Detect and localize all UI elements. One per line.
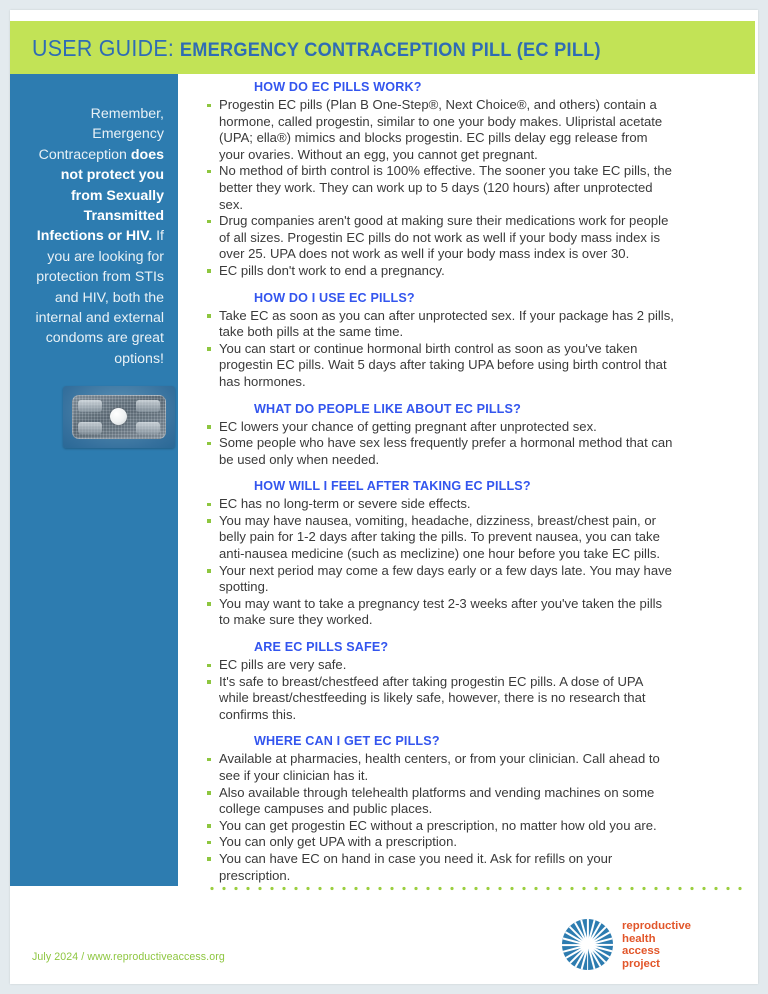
blister-pack-graphic — [72, 395, 166, 439]
bullet-item: You can get progestin EC without a prescription, no matter how old you are. — [206, 818, 676, 835]
bullet-item: EC pills don't work to end a pregnancy. — [206, 263, 676, 280]
bullet-item: Some people who have sex less frequently prefer a hormonal method that can be used only when needed. — [206, 435, 676, 468]
blister-corner — [78, 400, 102, 412]
bullet-item: You may want to take a pregnancy test 2-3 weeks after you've taken the pills to make sure they worked. — [206, 596, 676, 629]
bullet-item: EC has no long-term or severe side effects. — [206, 496, 676, 513]
bullet-item: Available at pharmacies, health centers, or from your clinician. Call ahead to see if your clinician has it. — [206, 751, 676, 784]
bullet-item: It's safe to breast/chestfeed after taking progestin EC pills. A dose of UPA while breast/chestfeeding is likely safe, however, there is no research that confirms this. — [206, 674, 676, 724]
content-section — [206, 291, 676, 391]
bullet-item: Take EC as soon as you can after unprotected sex. If your package has 2 pills, take both pills at the same time. — [206, 308, 676, 341]
section-heading: HOW DO I USE EC PILLS? — [254, 290, 415, 305]
organization-logo-text — [622, 920, 691, 970]
bullet-item: EC lowers your chance of getting pregnant after unprotected sex. — [206, 419, 676, 436]
section-heading: WHERE CAN I GET EC PILLS? — [254, 734, 440, 749]
bullet-list — [206, 419, 676, 469]
content-section — [206, 640, 676, 723]
header-band — [10, 21, 755, 74]
pill-tablet — [110, 408, 127, 425]
page-title — [32, 35, 601, 62]
section-heading: WHAT DO PEOPLE LIKE ABOUT EC PILLS? — [254, 401, 521, 416]
bullet-item: Your next period may come a few days early or a few days late. You may have spotting. — [206, 563, 676, 596]
bullet-item: You may have nausea, vomiting, headache, dizziness, breast/chest pain, or belly pain for 1-2 days after taking the pills. To prevent nausea, you can take anti-nausea medicine (such as meclizine) one hour before you take EC pills. — [206, 513, 676, 563]
section-heading: ARE EC PILLS SAFE? — [254, 640, 389, 655]
bullet-item: Drug companies aren't good at making sure their medications work for people of all sizes. Progestin EC pills do not work as well if your body mass index is over 25. UPA does not work as well if your body mass index is over 30. — [206, 213, 676, 263]
bullet-item: Also available through telehealth platforms and vending machines on some college campuses and public places. — [206, 785, 676, 818]
sidebar-callout — [32, 104, 164, 369]
bullet-item: You can have EC on hand in case you need it. Ask for refills on your prescription. — [206, 851, 676, 884]
sunburst-icon — [562, 919, 613, 970]
blister-corner — [136, 400, 160, 412]
content-section — [206, 734, 676, 884]
logo-line-4: project — [622, 957, 660, 970]
blister-corner — [136, 422, 160, 434]
sidebar-callout-part1: Remember, Emergency Contraception — [38, 106, 164, 163]
logo-line-3: access — [622, 945, 661, 958]
bullet-list — [206, 751, 676, 884]
ec-pill-blister-pack-photo — [63, 386, 175, 448]
dotted-divider — [206, 886, 744, 891]
section-heading: HOW DO EC PILLS WORK? — [254, 80, 422, 94]
page-title-lead: USER GUIDE: — [32, 35, 175, 61]
logo-line-1: reproductive — [622, 920, 691, 932]
logo-line-2: health — [622, 932, 656, 945]
bullet-list — [206, 657, 676, 723]
bullet-item: Progestin EC pills (Plan B One-Step®, Next Choice®, and others) contain a hormone, called progestin, similar to one your body makes. Ulipristal acetate (UPA; ella®) mimics and blocks progestin. EC pills delay egg release from your ovaries. Without an egg, you cannot get pregnant. — [206, 97, 676, 163]
content-section — [206, 80, 676, 280]
content-section — [206, 402, 676, 469]
page-title-rest: EMERGENCY CONTRACEPTION PILL (EC PILL) — [179, 39, 601, 61]
sidebar — [10, 74, 178, 886]
bullet-item: EC pills are very safe. — [206, 657, 676, 674]
sidebar-callout-part2: If you are looking for protection from STIs and HIV, both the internal and external condoms are great options! — [35, 228, 164, 367]
sidebar-callout-bold: does not protect you from Sexually Transmitted Infections or HIV. — [36, 146, 164, 245]
bullet-item: No method of birth control is 100% effective. The sooner you take EC pills, the better they work. They can work up to 5 days (120 hours) after unprotected sex. — [206, 163, 676, 213]
organization-logo — [562, 916, 702, 974]
section-heading: HOW WILL I FEEL AFTER TAKING EC PILLS? — [254, 479, 531, 494]
bullet-item: You can start or continue hormonal birth control as soon as you've taken progestin EC pills. Wait 5 days after taking UPA before using birth control that has hormones. — [206, 341, 676, 391]
document-page — [10, 10, 758, 984]
blister-corner — [78, 422, 102, 434]
footer-date-and-url: July 2024 / www.reproductiveaccess.org — [32, 951, 225, 963]
bullet-list — [206, 308, 676, 391]
main-content — [206, 80, 676, 884]
content-section — [206, 479, 676, 629]
bullet-list — [206, 97, 676, 280]
bullet-list — [206, 496, 676, 629]
bullet-item: You can only get UPA with a prescription. — [206, 834, 676, 851]
